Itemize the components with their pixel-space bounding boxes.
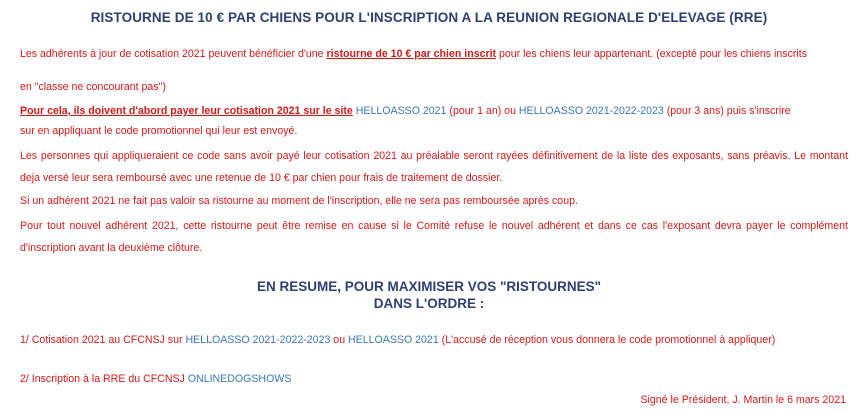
step-2 <box>20 368 848 390</box>
step-1-after: (L'accusé de réception vous donnera le code promotionnel à appliquer) <box>438 334 776 346</box>
intro-text-end: pour les chiens leur appartenant. (excepté pour les chiens inscrits <box>496 48 807 60</box>
step-1-mid: ou <box>330 334 349 346</box>
onlinedogshows-link[interactable]: ONLINEDOGSHOWS <box>187 373 292 385</box>
payment-highlight: Pour cela, ils doivent d'abord payer leur cotisation 2021 sur le site <box>20 105 353 117</box>
step-1-helloasso-2021-link[interactable]: HELLOASSO 2021 <box>348 334 439 346</box>
page-title: RISTOURNE DE 10 € PAR CHIENS POUR L'INSCRIPTION A LA REUNION REGIONALE D'ELEVAGE (RRE) <box>90 10 768 25</box>
payment-after-text: (pour 3 ans) puis s'inscrire <box>663 105 791 117</box>
paragraph-warning: Les personnes qui appliqueraient ce code sans avoir payé leur cotisation 2021 au préalable seront rayées définitivement de la liste des exposants, sans préavis. Le montant deja versé leur sera remboursé avec une retenue de 10 € par chien pour frais de traitement de dossier. <box>20 150 848 184</box>
helloasso-2021-2023-link[interactable]: HELLOASSO 2021-2022-2023 <box>518 105 664 117</box>
summary-heading-line2: DANS L'ORDRE : <box>373 296 485 311</box>
helloasso-2021-link[interactable]: HELLOASSO 2021 <box>355 105 447 117</box>
paragraph-payment-line2: sur en appliquant le code promotionnel qui leur est envoyé. <box>20 125 298 137</box>
paragraph-payment-instructions <box>20 100 848 122</box>
step-1-text: 1/ Cotisation 2021 au CFCNSJ sur <box>20 334 186 346</box>
signature: Signé le Président, J. Martin le 6 mars 2021 <box>640 394 846 406</box>
step-1-helloasso-2021-2023-link[interactable]: HELLOASSO 2021-2022-2023 <box>185 334 331 346</box>
step-1 <box>20 329 848 351</box>
discount-highlight: ristourne de 10 € par chien inscrit <box>326 48 497 60</box>
paragraph-no-refund: Si un adhérent 2021 ne fait pas valoir sa ristourne au moment de l'inscription, elle ne sera pas remboursée après coup. <box>20 195 578 207</box>
paragraph-new-member: Pour tout nouvel adhérent 2021, cette ristourne peut être remise en cause si le Comité refuse le nouvel adhérent et dans ce cas l'exposant devra payer le complément d'inscription avant la deuxième clôture. <box>20 220 848 254</box>
summary-heading-line1: EN RESUME, POUR MAXIMISER VOS "RISTOURNES" <box>256 279 602 294</box>
paragraph-discount-intro <box>20 43 848 65</box>
paragraph-discount-exception: en "classe ne concourant pas") <box>20 81 166 93</box>
summary-heading <box>0 278 858 312</box>
step-2-text: 2/ Inscription à la RRE du CFCNSJ <box>20 373 188 385</box>
payment-mid-text: (pour 1 an) ou <box>446 105 519 117</box>
intro-text: Les adhérents à jour de cotisation 2021 peuvent bénéficier d'une <box>20 48 327 60</box>
